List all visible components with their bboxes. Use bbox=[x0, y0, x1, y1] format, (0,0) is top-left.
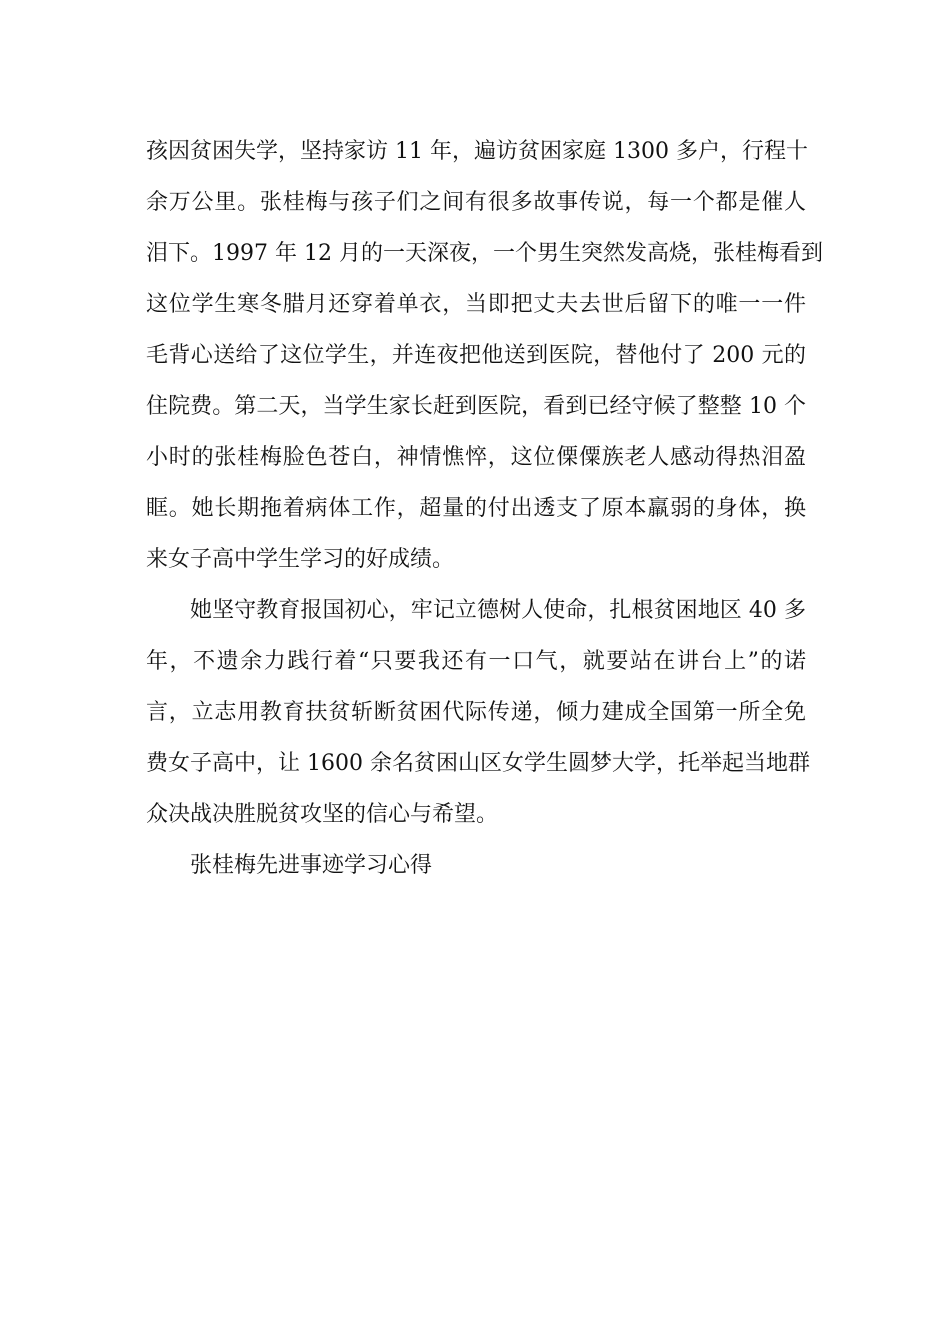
paragraph-line: 毛背心送给了这位学生，并连夜把他送到医院，替他付了 200 元的 bbox=[146, 343, 806, 368]
paragraph-line: 她坚守教育报国初心，牢记立德树人使命，扎根贫困地区 40 多 bbox=[190, 598, 806, 623]
paragraph-line: 孩因贫困失学，坚持家访 11 年，遍访贫困家庭 1300 多户，行程十 bbox=[146, 139, 808, 164]
paragraph-line: 小时的张桂梅脸色苍白，神情憔悴，这位傈僳族老人感动得热泪盈 bbox=[146, 445, 806, 470]
paragraph-line: 这位学生寒冬腊月还穿着单衣，当即把丈夫去世后留下的唯一一件 bbox=[146, 292, 806, 317]
paragraph-line: 年，不遗余力践行着“只要我还有一口气，就要站在讲台上”的诺 bbox=[146, 649, 806, 674]
paragraph-line: 余万公里。张桂梅与孩子们之间有很多故事传说，每一个都是催人 bbox=[146, 190, 806, 215]
paragraph-line: 费女子高中，让 1600 余名贫困山区女学生圆梦大学，托举起当地群 bbox=[146, 751, 810, 776]
heading-line: 张桂梅先进事迹学习心得 bbox=[190, 853, 433, 878]
paragraph-line: 来女子高中学生学习的好成绩。 bbox=[146, 547, 455, 572]
paragraph-line: 泪下。1997 年 12 月的一天深夜，一个男生突然发高烧，张桂梅看到 bbox=[146, 241, 823, 266]
paragraph-line: 众决战决胜脱贫攻坚的信心与希望。 bbox=[146, 802, 499, 827]
paragraph-line: 言，立志用教育扶贫斩断贫困代际传递，倾力建成全国第一所全免 bbox=[146, 700, 806, 725]
document-body bbox=[146, 126, 823, 891]
paragraph-1 bbox=[146, 126, 823, 585]
section-heading bbox=[146, 840, 806, 891]
paragraph-line: 住院费。第二天，当学生家长赶到医院，看到已经守候了整整 10 个 bbox=[146, 394, 806, 419]
paragraph-2 bbox=[146, 585, 810, 840]
paragraph-line: 眶。她长期拖着病体工作，超量的付出透支了原本羸弱的身体，换 bbox=[146, 496, 806, 521]
